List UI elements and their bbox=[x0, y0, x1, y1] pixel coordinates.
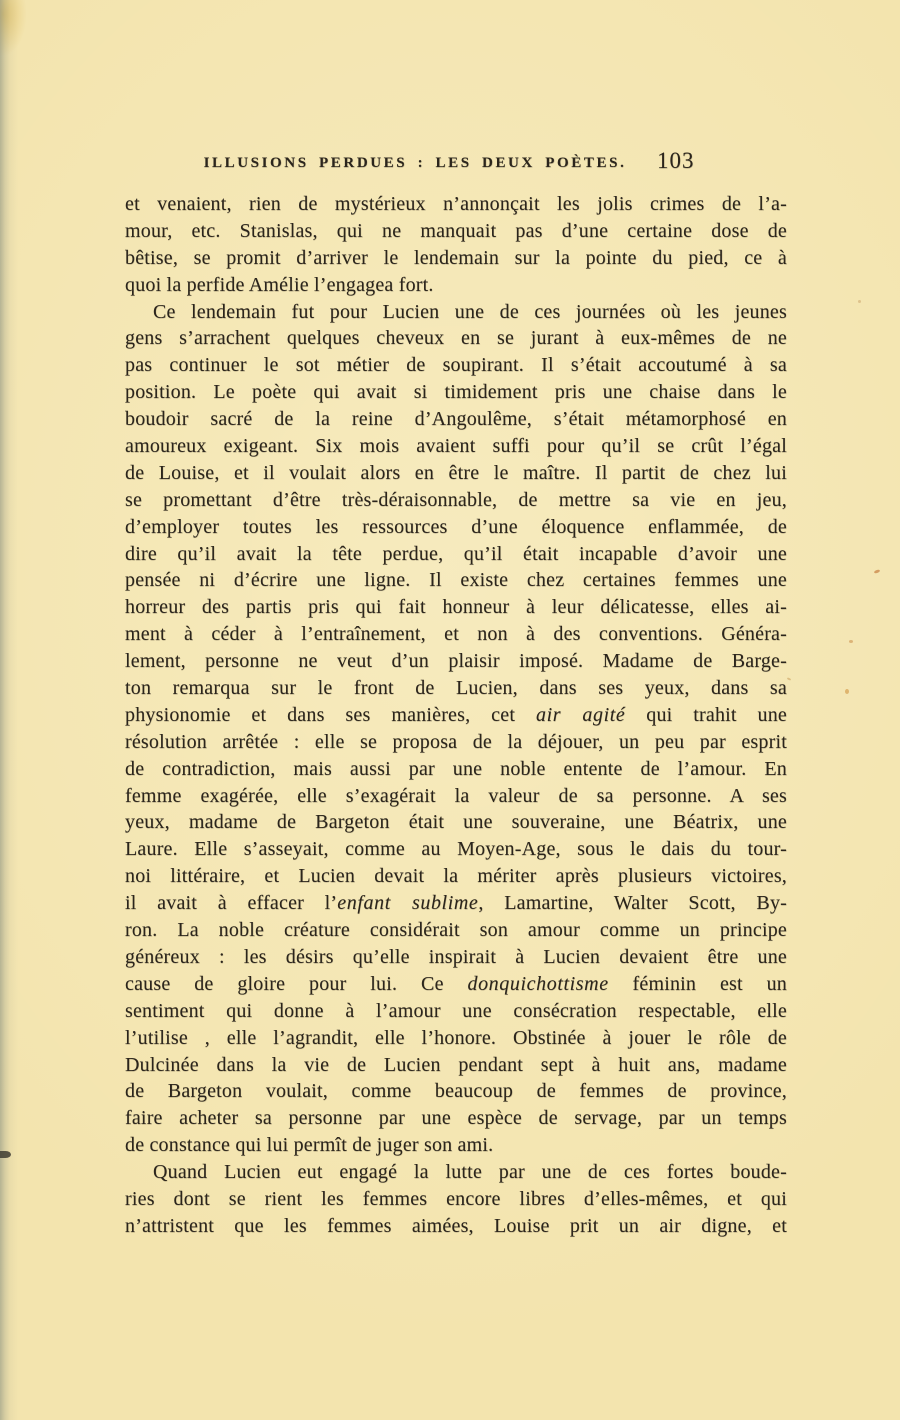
text-segment: de contradiction, mais aussi par une noble entente de l’amour. En bbox=[125, 757, 787, 780]
paper-speckle bbox=[849, 640, 853, 643]
text-line bbox=[125, 514, 787, 541]
text-segment: sentiment qui donne à l’amour une consécration respectable, elle bbox=[125, 999, 787, 1022]
italic-text: donquichottisme bbox=[467, 972, 609, 995]
text-segment: d’employer toutes les ressources d’une éloquence enflammée, de bbox=[125, 515, 787, 538]
text-segment: yeux, madame de Bargeton était une souveraine, une Béatrix, une bbox=[125, 811, 787, 834]
text-segment: féminin est un bbox=[608, 972, 787, 995]
text-line bbox=[125, 460, 787, 487]
text-line bbox=[125, 1052, 787, 1079]
text-line bbox=[125, 971, 787, 998]
text-segment: physionomie et dans ses manières, cet bbox=[125, 703, 536, 726]
text-segment: horreur des partis pris qui fait honneur à leur délicatesse, elles ai- bbox=[125, 596, 787, 619]
text-line bbox=[125, 541, 787, 568]
text-line bbox=[125, 594, 787, 621]
text-line bbox=[125, 191, 787, 218]
text-line bbox=[125, 1105, 787, 1132]
text-segment: , Lamartine, Walter Scott, By- bbox=[478, 892, 788, 915]
text-line bbox=[125, 944, 787, 971]
text-segment: de constance qui lui permît de juger son ami. bbox=[125, 1134, 494, 1157]
text-segment: résolution arrêtée : elle se proposa de la déjouer, un peu par esprit bbox=[125, 730, 787, 753]
text-segment: faire acheter sa personne par une espèce de servage, par un temps bbox=[125, 1107, 787, 1130]
text-segment: ton remarqua sur le front de Lucien, dans ses yeux, dans sa bbox=[125, 677, 787, 700]
text-segment: noi littéraire, et Lucien devait la mériter après plusieurs victoires, bbox=[125, 865, 787, 888]
text-line bbox=[125, 809, 787, 836]
text-segment: Ce lendemain fut pour Lucien une de ces journées où les jeunes bbox=[153, 300, 787, 323]
text-segment: dire qu’il avait la tête perdue, qu’il était incapable d’avoir une bbox=[125, 542, 787, 565]
text-segment: qui trahit une bbox=[625, 703, 788, 726]
text-line bbox=[125, 245, 787, 272]
text-segment: de Louise, et il voulait alors en être le maître. Il partit de chez lui bbox=[125, 461, 787, 484]
text-segment: généreux : les désirs qu’elle inspirait à Lucien devaient être une bbox=[125, 945, 787, 968]
text-line bbox=[125, 433, 787, 460]
running-title: ILLUSIONS PERDUES : LES DEUX POÈTES. bbox=[203, 155, 627, 171]
text-line bbox=[125, 352, 787, 379]
text-segment: Laure. Elle s’asseyait, comme au Moyen-Age, sous le dais du tour- bbox=[125, 838, 787, 861]
text-line bbox=[125, 406, 787, 433]
text-segment: mour, etc. Stanislas, qui ne manquait pas d’une certaine dose de bbox=[125, 219, 787, 242]
text-segment: ron. La noble créature considérait son amour comme un principe bbox=[125, 919, 787, 942]
text-line bbox=[125, 836, 787, 863]
text-segment: amoureux exigeant. Six mois avaient suffi pour qu’il se crût l’égal bbox=[125, 435, 787, 458]
page-header bbox=[125, 148, 787, 182]
text-segment: il avait à effacer l’ bbox=[125, 892, 338, 915]
text-segment: Quand Lucien eut engagé la lutte par une de ces fortes boude- bbox=[153, 1161, 787, 1184]
text-segment: femme exagérée, elle s’exagérait la valeur de sa personne. A ses bbox=[125, 784, 787, 807]
text-line bbox=[125, 756, 787, 783]
text-line bbox=[125, 218, 787, 245]
text-line bbox=[125, 567, 787, 594]
text-segment: de Bargeton voulait, comme beaucoup de femmes de province, bbox=[125, 1080, 787, 1103]
text-line bbox=[125, 272, 787, 299]
text-line bbox=[125, 1025, 787, 1052]
text-line bbox=[125, 890, 787, 917]
text-segment: boudoir sacré de la reine d’Angoulême, s’était métamorphosé en bbox=[125, 408, 787, 431]
text-line bbox=[125, 1078, 787, 1105]
text-line bbox=[125, 325, 787, 352]
text-line bbox=[125, 863, 787, 890]
page-number: 103 bbox=[657, 148, 695, 173]
text-line bbox=[125, 998, 787, 1025]
italic-text: enfant sublime bbox=[337, 892, 479, 915]
text-line bbox=[125, 379, 787, 406]
page-edge-mark bbox=[0, 1151, 11, 1158]
text-segment: l’utilise , elle l’agrandit, elle l’honore. Obstinée à jouer le rôle de bbox=[125, 1026, 787, 1049]
body-text bbox=[125, 191, 787, 1240]
text-line bbox=[125, 783, 787, 810]
text-line bbox=[125, 648, 787, 675]
text-segment: bêtise, se promit d’arriver le lendemain sur la pointe du pied, ce à bbox=[125, 246, 787, 269]
text-segment: Dulcinée dans la vie de Lucien pendant sept à huit ans, madame bbox=[125, 1053, 787, 1076]
text-line bbox=[125, 487, 787, 514]
text-line bbox=[125, 1186, 787, 1213]
text-segment: n’attristent que les femmes aimées, Louise prit un air digne, et bbox=[125, 1214, 787, 1237]
text-line bbox=[125, 675, 787, 702]
text-line bbox=[125, 621, 787, 648]
text-segment: ment à céder à l’entraînement, et non à des conventions. Généra- bbox=[125, 623, 787, 646]
text-line bbox=[125, 1213, 787, 1240]
text-line bbox=[125, 729, 787, 756]
text-segment: se promettant d’être très-déraisonnable, de mettre sa vie en jeu, bbox=[125, 488, 787, 511]
text-segment: pas continuer le sot métier de soupirant. Il s’était accoutumé à sa bbox=[125, 354, 787, 377]
text-segment: gens s’arrachent quelques cheveux en se jurant à eux-mêmes de ne bbox=[125, 327, 787, 350]
text-segment: ries dont se rient les femmes encore libres d’elles-mêmes, et qui bbox=[125, 1187, 787, 1210]
text-segment: cause de gloire pour lui. Ce bbox=[125, 972, 468, 995]
paper-speckle bbox=[845, 689, 849, 694]
text-segment: et venaient, rien de mystérieux n’annonçait les jolis crimes de l’a- bbox=[125, 193, 787, 215]
paper-speckle bbox=[874, 569, 881, 574]
text-line bbox=[125, 917, 787, 944]
text-segment: pensée ni d’écrire une ligne. Il existe chez certaines femmes une bbox=[125, 569, 787, 592]
paper-speckle bbox=[858, 300, 861, 303]
text-line bbox=[125, 1159, 787, 1186]
text-segment: lement, personne ne veut d’un plaisir imposé. Madame de Barge- bbox=[125, 650, 787, 673]
text-segment: position. Le poète qui avait si timidement pris une chaise dans le bbox=[125, 381, 787, 404]
text-line bbox=[125, 702, 787, 729]
text-segment: quoi la perfide Amélie l’engagea fort. bbox=[125, 273, 434, 296]
text-line bbox=[125, 299, 787, 326]
italic-text: air agité bbox=[535, 703, 626, 726]
text-line bbox=[125, 1132, 787, 1159]
paper-speckle bbox=[787, 677, 791, 681]
